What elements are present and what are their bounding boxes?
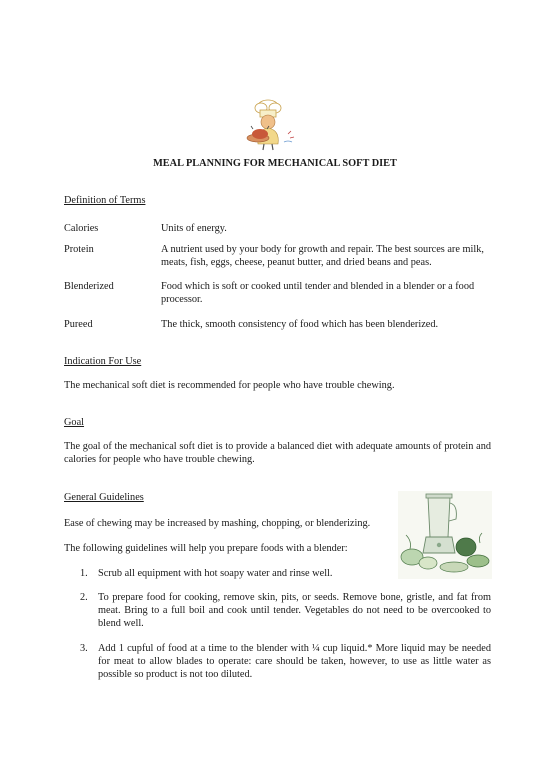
guidelines-intro-chewing: Ease of chewing may be increased by mashing, chopping, or blenderizing. bbox=[64, 518, 371, 529]
guidelines-intro-blender: The following guidelines will help you prepare foods with a blender: bbox=[64, 543, 348, 554]
page-title: MEAL PLANNING FOR MECHANICAL SOFT DIET bbox=[153, 158, 397, 169]
step-3-text: Add 1 cupful of food at a time to the blender with ¼ cup liquid.* More liquid may be needed for meat to allow blades to operate: care should be taken, however, to use as little water as possible so product is not too diluted. bbox=[98, 643, 491, 680]
definitions-heading: Definition of Terms bbox=[64, 195, 146, 206]
step-3-number: 3. bbox=[80, 643, 88, 654]
step-2-number: 2. bbox=[80, 592, 88, 603]
indication-text: The mechanical soft diet is recommended for people who have trouble chewing. bbox=[64, 380, 395, 391]
term-protein: Protein bbox=[64, 244, 94, 255]
step-1-text: Scrub all equipment with hot soapy water and rinse well. bbox=[98, 568, 333, 579]
step-2-text: To prepare food for cooking, remove skin, pits, or seeds. Remove bone, gristle, and fat from meat. Bring to a full boil and cook until tender. Vegetables do not need to be overcooked to blend well. bbox=[98, 592, 491, 629]
definition-protein: A nutrient used by your body for growth and repair. The best sources are milk, meats, fish, eggs, cheese, peanut butter, and dried beans and peas. bbox=[161, 244, 484, 268]
indication-heading: Indication For Use bbox=[64, 356, 142, 367]
goal-heading: Goal bbox=[64, 417, 85, 428]
definition-pureed: The thick, smooth consistency of food which has been blenderized. bbox=[161, 319, 439, 330]
term-calories: Calories bbox=[64, 223, 99, 234]
step-1-number: 1. bbox=[80, 568, 88, 579]
chef-illustration bbox=[236, 96, 302, 152]
term-pureed: Pureed bbox=[64, 319, 93, 330]
definition-calories: Units of energy. bbox=[161, 223, 227, 234]
blender-illustration bbox=[398, 491, 492, 579]
goal-text: The goal of the mechanical soft diet is to provide a balanced diet with adequate amounts of protein and calories for people who have trouble chewing. bbox=[64, 441, 491, 465]
term-blenderized: Blenderized bbox=[64, 281, 114, 292]
definition-blenderized: Food which is soft or cooked until tender and blended in a blender or a food processor. bbox=[161, 281, 475, 305]
guidelines-heading: General Guidelines bbox=[64, 492, 144, 503]
